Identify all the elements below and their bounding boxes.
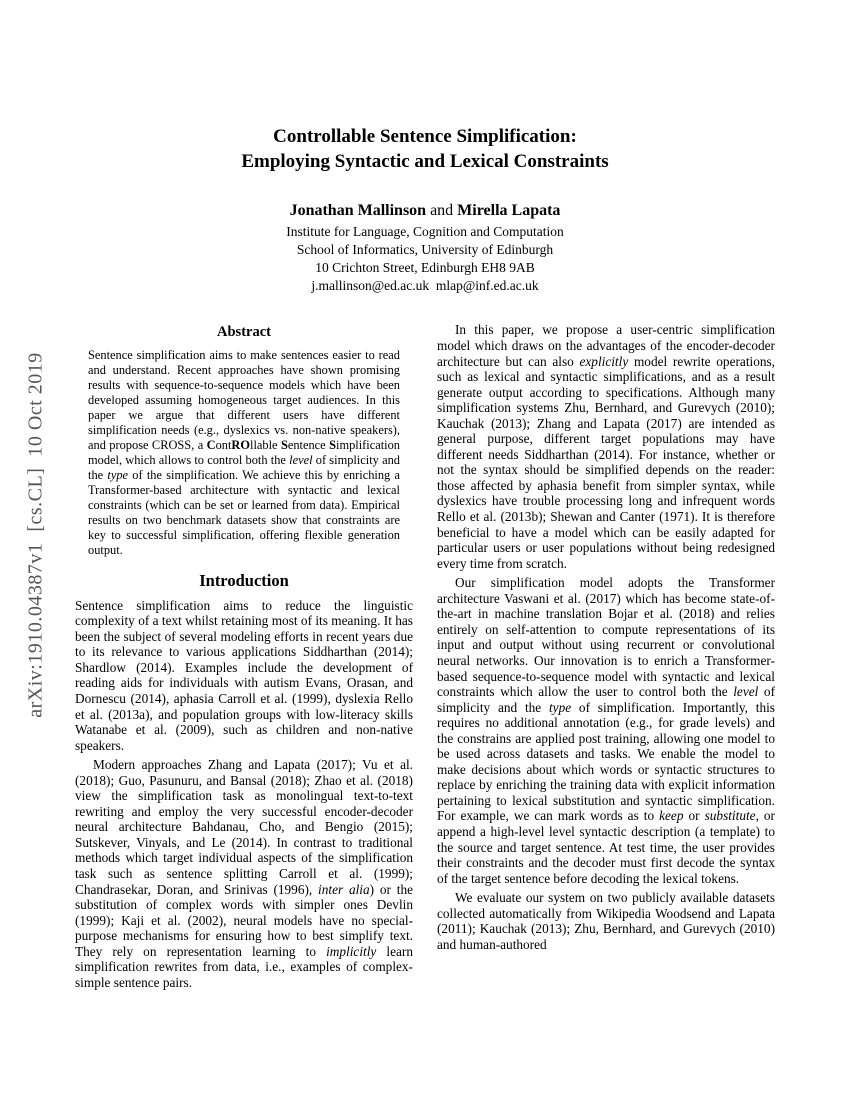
introduction-heading: Introduction <box>199 571 289 591</box>
abstract-section <box>75 324 413 558</box>
authors-line: Jonathan Mallinson and Mirella Lapata <box>289 202 561 220</box>
paper-title-line-2: Employing Syntactic and Lexical Constraints <box>241 151 609 173</box>
email-line: j.mallinson@ed.ac.uk mlap@inf.ed.ac.uk <box>311 278 539 294</box>
affiliation-line-1: Institute for Language, Cognition and Computation <box>286 224 564 240</box>
left-column <box>75 322 413 994</box>
intro-paragraph-1: Sentence simplification aims to reduce the linguistic complexity of a text whilst retaining most of its meaning. It has been the subject of several modeling efforts in recent years due to its relevance to various applications Siddharthan (2014); Shardlow (2014). Examples include the development of reading aids for individuals with autism Evans, Orasan, and Dornescu (2014), aphasia Carroll et al. (1999), dyslexia Rello et al. (2013a), and population groups with low-literacy skills Watanabe et al. (2009), such as children and non-native speakers. <box>75 597 413 753</box>
intro-paragraph-2: Modern approaches Zhang and Lapata (2017); Vu et al. (2018); Guo, Pasunuru, and Bansal (2018); Zhao et al. (2018) view the simplification task as monolingual text-to-text rewriting and employ the very successful encoder-decoder neural architecture Bahdanau, Cho, and Bengio (2015); Sutskever, Vinyals, and Le (2014). In contrast to traditional methods which target individual aspects of the simplification task such as sentence splitting Carroll et al. (1999); Chandrasekar, Doran, and Srinivas (1996), inter alia) or the substitution of complex words with simpler ones Devlin (1999); Kaji et al. (2002), neural models have no special-purpose mechanisms for ensuring how to best simplify text. They rely on representation learning to implicitly learn simplification rewrites from data, i.e., examples of complex-simple sentence pairs. <box>75 757 413 990</box>
abstract-text: Sentence simplification aims to make sentences easier to read and understand. Recent approaches have shown promising results with sequence-to-sequence models which have been developed assuming homogeneous target audiences. In this paper we argue that different users have different simplification needs (e.g., dyslexics vs. non-native speakers), and propose CROSS, a ContROllable Sentence Simplification model, which allows to control both the level of simplicity and the type of the simplification. We achieve this by enriching a Transformer-based architecture with syntactic and lexical constraints (which can be set or learned from data). Empirical results on two benchmark datasets show that constraints are key to successful simplification, offering flexible generation output. <box>88 348 401 558</box>
right-column <box>437 322 775 994</box>
affiliation-line-3: 10 Crichton Street, Edinburgh EH8 9AB <box>315 260 535 276</box>
abstract-heading: Abstract <box>217 324 271 341</box>
right-paragraph-2: Our simplification model adopts the Transformer architecture Vaswani et al. (2017) which has become state-of-the-art in machine translation Bojar et al. (2018) and relies entirely on self-attention to compute representations of its input and output without using recurrent or convolutional neural networks. Our innovation is to enrich a Transformer-based sequence-to-sequence model with syntactic and lexical constraints which allow the user to control both the level of simplicity and the type of simplification. Importantly, this requires no additional annotation (e.g., for grade levels) and the constrains are applied post training, allowing one model to be used across datasets and tasks. We enable the model to make decisions about which words or syntactic structures to replace by enriching the training data with explicit information pertaining to lexical substitution and syntactic simplification. For example, we can mark words as to keep or substitute, or append a high-level level syntactic description (a template) to the source and target sentence. At test time, the user provides their constraints and the decoder must first decode the syntax of the target sentence before decoding the lexical tokens. <box>437 575 775 886</box>
right-paragraph-1: In this paper, we propose a user-centric simplification model which draws on the advantages of the encoder-decoder architecture but can also explicitly model rewrite operations, such as lexical and syntactic simplifications, and as a result generate output according to specifications. Although many simplification systems Zhu, Bernhard, and Gurevych (2010); Kauchak (2013); Zhang and Lapata (2017) are intended as general purpose, different target populations may have different needs Siddharthan (2014). For instance, whether or not the syntax should be simplified depends on the reader: those affected by aphasia benefit from simpler syntax, while dyslexics have trouble processing long and infrequent words Rello et al. (2013b); Shewan and Canter (1971). It is therefore beneficial to have a model which can be easily adapted for particular users or user populations without being redesigned every time from scratch. <box>437 322 775 571</box>
affiliation-block <box>0 223 850 295</box>
right-paragraph-3: We evaluate our system on two publicly available datasets collected automatically from Wikipedia Woodsend and Lapata (2011); Kauchak (2013); Zhu, Bernhard, and Gurevych (2010) and human-authored <box>437 890 775 952</box>
paper-header <box>0 0 850 295</box>
two-column-body <box>75 322 775 994</box>
affiliation-line-2: School of Informatics, University of Edinburgh <box>296 242 554 258</box>
paper-title <box>0 124 850 174</box>
paper-title-line-1: Controllable Sentence Simplification: <box>273 126 577 147</box>
arxiv-watermark: arXiv:1910.04387v1 [cs.CL] 10 Oct 2019 <box>24 352 47 718</box>
